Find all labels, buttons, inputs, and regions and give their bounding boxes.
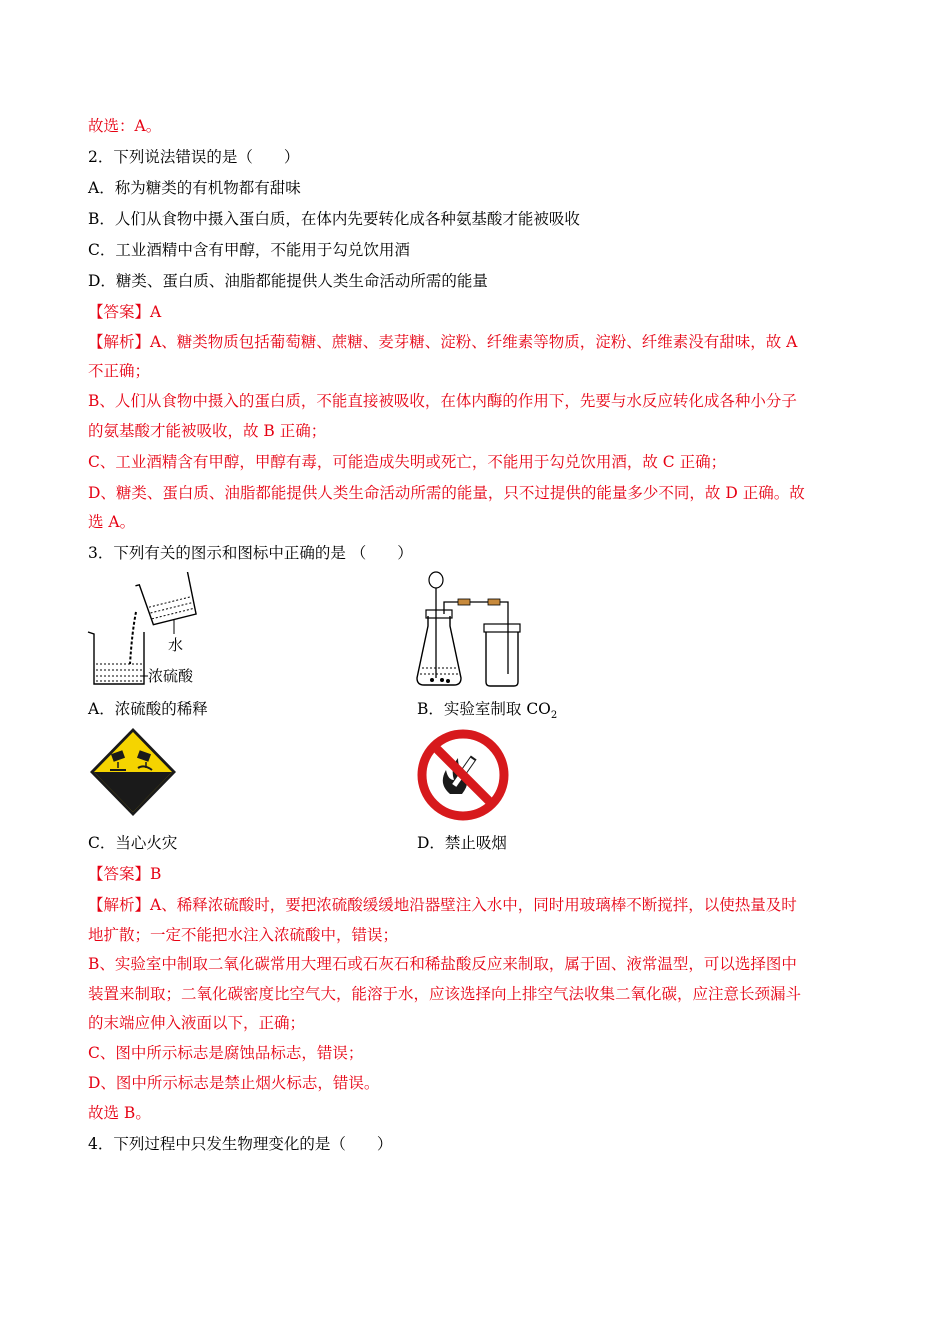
question-2-explanation-3: B、人们从食物中摄入的蛋白质，不能直接被吸收，在体内酶的作用下，先要与水反应转化成各种小分子: [88, 392, 797, 410]
question-3-explanation-1: 【解析】A、稀释浓硫酸时，要把浓硫酸缓缓地沿器壁注入水中，同时用玻璃棒不断搅拌，以使热量及时: [88, 896, 797, 914]
question-3-explanation-4: 装置来制取；二氧化碳密度比空气大，能溶于水，应该选择向上排空气法收集二氧化碳，应注意长颈漏斗: [88, 985, 802, 1003]
figure-a-water-label: 水: [168, 636, 184, 654]
question-2-option-b: B．人们从食物中摄入蛋白质，在体内先要转化成各种氨基酸才能被吸收: [88, 210, 580, 228]
question-3-answer: 【答案】B: [88, 865, 162, 883]
figure-d-caption: D．禁止吸烟: [417, 834, 507, 852]
question-3-stem: 3．下列有关的图示和图标中正确的是 （ ）: [88, 544, 413, 562]
question-2-option-a: A．称为糖类的有机物都有甜味: [88, 179, 301, 197]
figure-a-acid-dilution: [86, 572, 216, 692]
question-3-explanation-5: 的末端应伸入液面以下，正确；: [88, 1014, 306, 1032]
figure-c-caption: C．当心火灾: [88, 834, 178, 852]
figure-c-corrosive-sign: [88, 726, 178, 818]
question-2-stem: 2．下列说法错误的是（ ）: [88, 148, 300, 166]
figure-b-caption-subscript: 2: [550, 710, 558, 722]
figure-b-co2-apparatus: [414, 570, 524, 692]
figure-a-acid-label: 浓硫酸: [148, 667, 194, 685]
figure-b-caption-main: B．实验室制取 CO: [417, 700, 551, 718]
question-3-explanation-6: C、图中所示标志是腐蚀品标志，错误；: [88, 1044, 364, 1062]
question-3-conclusion: 故选 B。: [88, 1104, 151, 1122]
question-2-explanation-1: 【解析】A、糖类物质包括葡萄糖、蔗糖、麦芽糖、淀粉、纤维素等物质，淀粉、纤维素没有甜味，故 A: [88, 333, 798, 351]
question-3-explanation-7: D、图中所示标志是禁止烟火标志，错误。: [88, 1074, 380, 1092]
figure-a-caption: A．浓硫酸的稀释: [88, 700, 208, 718]
question-4-stem: 4．下列过程中只发生物理变化的是（ ）: [88, 1135, 393, 1153]
question-2-option-d: D．糖类、蛋白质、油脂都能提供人类生命活动所需的能量: [88, 272, 488, 290]
question-3-explanation-2: 地扩散；一定不能把水注入浓硫酸中，错误；: [88, 926, 399, 944]
question-2-explanation-4: 的氨基酸才能被吸收，故 B 正确；: [88, 422, 327, 440]
figure-b-caption: [417, 699, 557, 726]
question-2-option-c: C．工业酒精中含有甲醇，不能用于勾兑饮用酒: [88, 241, 410, 259]
question-3-explanation-3: B、实验室中制取二氧化碳常用大理石或石灰石和稀盐酸反应来制取，属于固、液常温型，可以选择图中: [88, 955, 797, 973]
question-2-explanation-7: 选 A。: [88, 513, 136, 531]
conclusion-line: 故选：A。: [88, 117, 162, 135]
question-2-explanation-5: C、工业酒精含有甲醇，甲醇有毒，可能造成失明或死亡，不能用于勾兑饮用酒，故 C 正确；: [88, 453, 727, 471]
question-2-answer: 【答案】A: [88, 303, 162, 321]
figure-d-no-fire-sign: [416, 728, 510, 822]
question-2-explanation-2: 不正确；: [88, 362, 151, 380]
question-2-explanation-6: D、糖类、蛋白质、油脂都能提供人类生命活动所需的能量，只不过提供的能量多少不同，故 D 正确。故: [88, 484, 805, 502]
